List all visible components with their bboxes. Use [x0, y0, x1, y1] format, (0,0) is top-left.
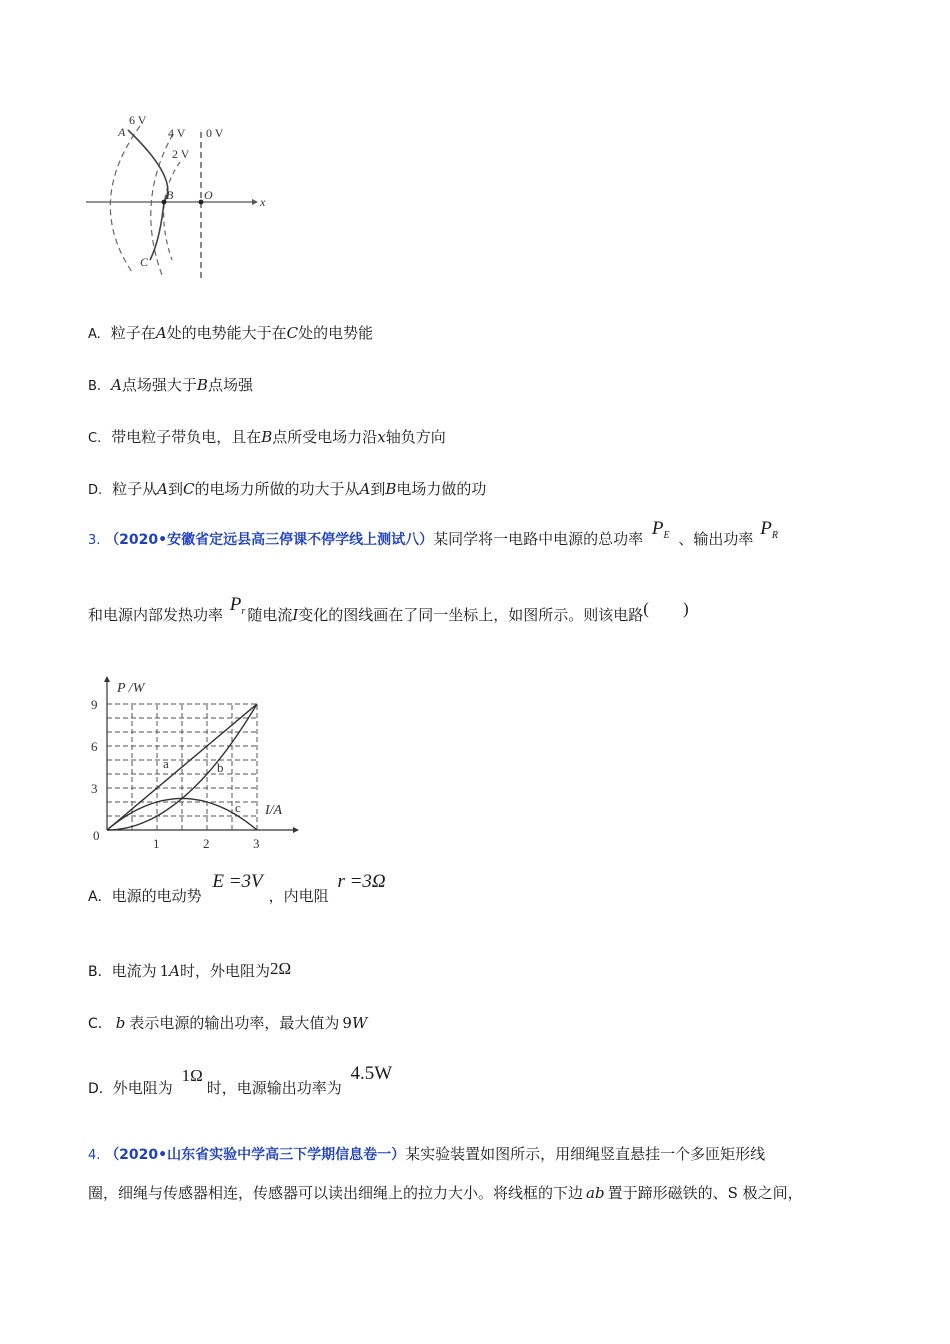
label-C: C: [140, 255, 149, 269]
x-tick-label: 2: [203, 836, 210, 851]
x-tick-label: 1: [153, 836, 160, 851]
q2-option-b[interactable]: B. A点场强大于B点场强: [88, 376, 253, 394]
label-0v: 0 V: [206, 126, 224, 140]
chart-series-c-label: c: [235, 800, 241, 815]
q3-stem-line1: 3. （2020•安徽省定远县高三停课不停学线上测试八）某同学将一电路中电源的总功率 $P_E$ 、输出功率 $P_R$: [88, 518, 778, 548]
q3-source: （2020•安徽省定远县高三停课不停学线上测试八）: [105, 532, 434, 548]
q4-stem-line2: 圈，细绳与传感器相连，传感器可以读出细绳上的拉力大小。将线框的下边 ab 置于蹄形磁铁的、S 极之间，: [88, 1184, 803, 1202]
power-current-chart: [85, 672, 305, 852]
label-4v: 4 V: [168, 126, 186, 140]
q2-option-c[interactable]: C. 带电粒子带负电，且在B点所受电场力沿x轴负方向: [88, 428, 446, 446]
equipotential-figure: [80, 110, 280, 285]
q3-option-b[interactable]: B．电流为 1A时，外电阻为2Ω: [88, 959, 292, 980]
q4-number: 4.: [88, 1148, 101, 1163]
label-6v: 6 V: [129, 113, 147, 127]
q3-option-c[interactable]: C． b 表示电源的输出功率，最大值为 9W: [88, 1014, 368, 1032]
chart-series-b-label: b: [217, 760, 224, 775]
label-O: O: [204, 188, 213, 202]
y-tick-label: 6: [91, 739, 98, 754]
y-tick-label: 9: [91, 697, 98, 712]
chart-series-a-label: a: [163, 756, 169, 771]
label-2v: 2 V: [172, 147, 190, 161]
chart-y-label: P /W: [117, 681, 145, 696]
q4-source: （2020•山东省实验中学高三下学期信息卷一）: [105, 1147, 406, 1163]
q2-option-a[interactable]: A. 粒子在A处的电势能大于在C处的电势能: [88, 324, 374, 342]
chart-x-label: I/A: [265, 803, 283, 818]
y-tick-label: 3: [91, 781, 98, 796]
q3-stem-line2: 和电源内部发热功率 $P_r$ 随电流I变化的图线画在了同一坐标上，如图所示。则该电路( ): [88, 594, 689, 624]
chart-origin-label: 0: [93, 828, 100, 843]
label-x: x: [260, 195, 266, 209]
q3-number: 3.: [88, 533, 101, 548]
q3-option-d[interactable]: D．外电阻为 1Ω时，电源输出功率为 4.5W: [88, 1063, 393, 1097]
q2-option-d[interactable]: D. 粒子从A到C的电场力所做的功大于从A到B电场力做的功: [88, 480, 487, 498]
q3-option-a[interactable]: A．电源的电动势 E =3V，内电阻 r =3Ω: [88, 871, 386, 905]
x-tick-label: 3: [253, 836, 260, 851]
label-A: A: [118, 125, 126, 139]
q4-stem-line1: 4. （2020•山东省实验中学高三下学期信息卷一）某实验装置如图所示，用细绳竖直悬挂一个多匝矩形线: [88, 1145, 766, 1163]
label-B: B: [166, 188, 174, 202]
